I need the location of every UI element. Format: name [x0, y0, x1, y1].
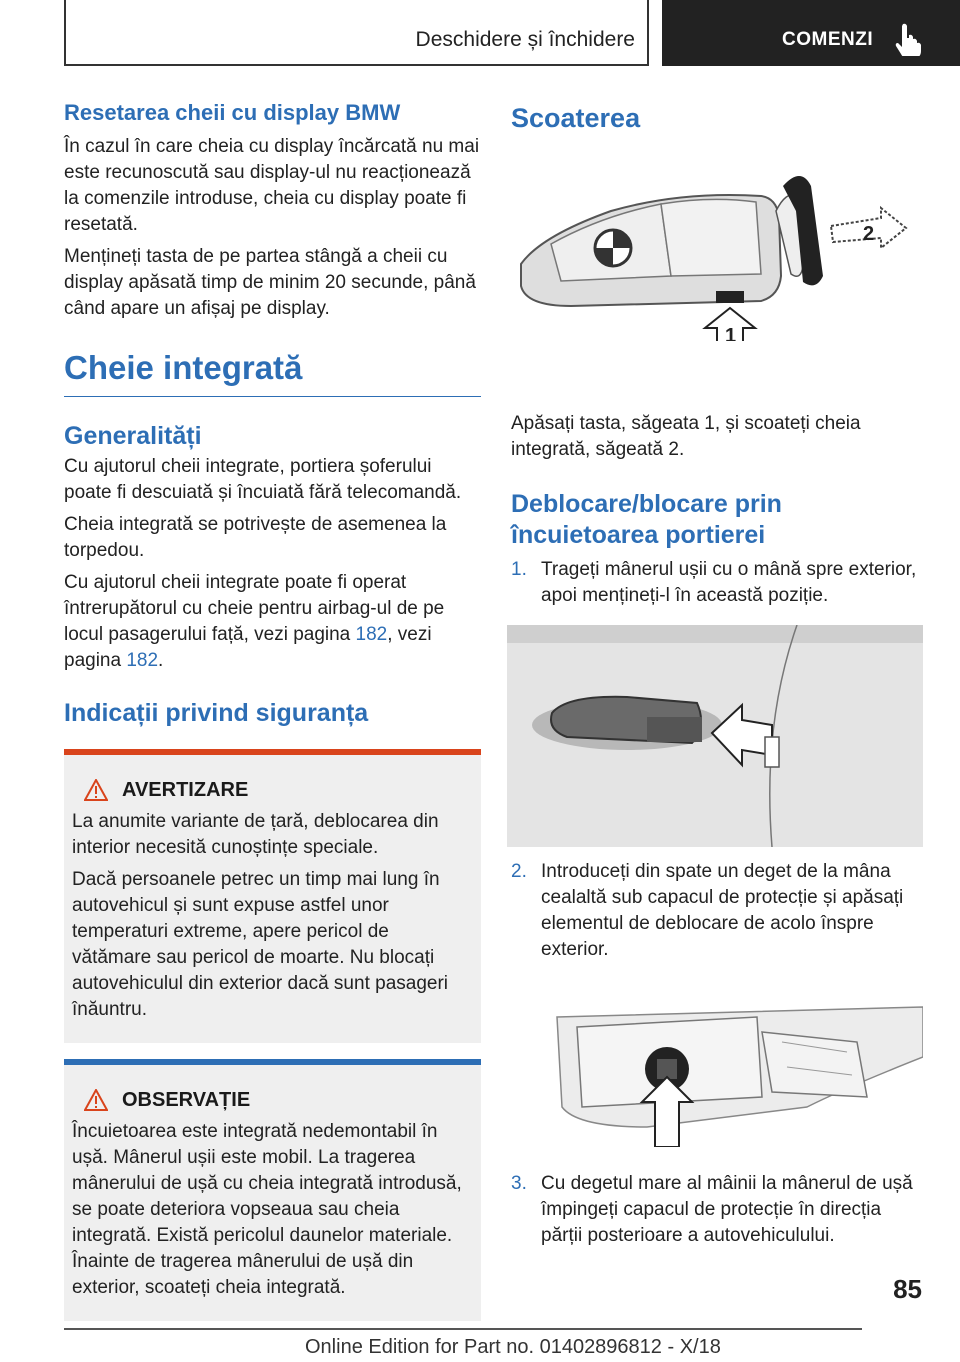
warning-box [64, 749, 481, 1043]
reset-title: Resetarea cheii cu display BMW [64, 100, 401, 125]
step-3-text: Cu degetul mare al mâinii la mânerul de ușă împingeți capacul de protecție în direcția părții posterioare a autovehiculului. [541, 1173, 913, 1246]
warning-paragraph-2: Dacă persoanele petrec un timp mai lung în autovehicul și sunt expuse astfel unor temperaturi extreme, apere pericol de vătămare sau pericol de moarte. Nu blocați autovehiculul din exterior dacă sunt pasageri înăuntru. [72, 869, 449, 1020]
step-1-text: Trageți mânerul ușii cu o mână spre exterior, apoi mențineți-l în această poziție. [541, 559, 917, 606]
unlock-title: Deblocare/blocare prin încuietoarea portierei [511, 490, 782, 549]
steps-list [511, 557, 923, 1249]
footer-divider [64, 1328, 862, 1330]
lock-cover-illustration [547, 997, 923, 1147]
step-2 [511, 859, 923, 963]
step-1 [511, 557, 923, 609]
right-column [511, 98, 923, 1249]
arrow-label-1: 1 [725, 325, 737, 341]
warning-triangle-icon [84, 1089, 108, 1111]
key-illustration [511, 156, 911, 341]
arrow-label-2: 2 [863, 223, 875, 245]
note-title: OBSERVAȚIE [72, 1087, 471, 1113]
step-2-text: Introduceți din spate un deget de la mâna cealaltă sub capacul de protecție și apăsați elementul de deblocare de acolo înspre exterior. [541, 861, 904, 960]
step-3 [511, 1171, 923, 1249]
running-header-section [64, 0, 649, 66]
chapter-tab [662, 0, 960, 66]
edition-footer: Online Edition for Part no. 01402896812 - X/18 [305, 1336, 721, 1358]
removal-paragraph: Apăsați tasta, săgeata 1, și scoateți cheia integrată, săgeată 2. [511, 413, 861, 460]
step-2-number: 2. [511, 861, 527, 882]
general-paragraph-2: Cheia integrată se potrivește de asemenea la torpedou. [64, 514, 447, 561]
warning-paragraph-1: La anumite variante de țară, deblocarea din interior necesită cunoștințe speciale. [72, 811, 439, 858]
page-link-182-second[interactable]: 182 [126, 650, 159, 671]
chapter-tab-label: COMENZI [782, 29, 874, 50]
general-paragraph-1: Cu ajutorul cheii integrate, portiera șoferului poate fi descuiată și încuiată fără telecomandă. [64, 456, 462, 503]
left-column [64, 98, 481, 1321]
step-3-number: 3. [511, 1173, 527, 1194]
warning-title: AVERTIZARE [72, 777, 471, 803]
page-link-182[interactable]: 182 [355, 624, 388, 645]
warning-triangle-icon [84, 779, 108, 801]
header-section-title: Deschidere și închidere [415, 28, 635, 51]
safety-title: Indicații privind siguranța [64, 699, 369, 727]
integrated-key-title: Cheie integrată [64, 348, 481, 397]
general-paragraph-3: Cu ajutorul cheii integrate poate fi operat întrerupătorul cu cheie pentru airbag-ul de pe locul pasagerului față, vezi pagina 182, vezi pagina 182. [64, 572, 445, 671]
door-handle-figure [507, 625, 923, 847]
removal-title: Scoaterea [511, 103, 641, 133]
door-handle-illustration [507, 625, 923, 847]
pointing-hand-icon [894, 22, 924, 56]
reset-paragraph-1: În cazul în care cheia cu display încărcată nu mai este recunoscută sau display-ul nu reacționează la comenzile introduse, cheia cu display poate fi resetată. [64, 136, 480, 235]
note-box [64, 1059, 481, 1321]
general-title: Generalități [64, 422, 202, 450]
page-number: 85 [893, 1274, 922, 1304]
key-removal-figure [511, 156, 911, 341]
note-paragraph: Încuietoarea este integrată nedemontabil în ușă. Mânerul ușii este mobil. La tragerea mânerului de ușă cu cheia integrată introdusă, se poate deteriora vopseaua sau cheia integrată. Există pericolul daunelor materiale. Înainte de tragerea mânerului de ușă din exterior, scoateți cheia integrată. [72, 1121, 462, 1298]
step-1-number: 1. [511, 559, 527, 580]
reset-paragraph-2: Mențineți tasta de pe partea stângă a cheii cu display apăsată timp de minim 20 secunde, până când apare un afișaj pe display. [64, 246, 476, 319]
lock-cover-figure [547, 997, 923, 1147]
